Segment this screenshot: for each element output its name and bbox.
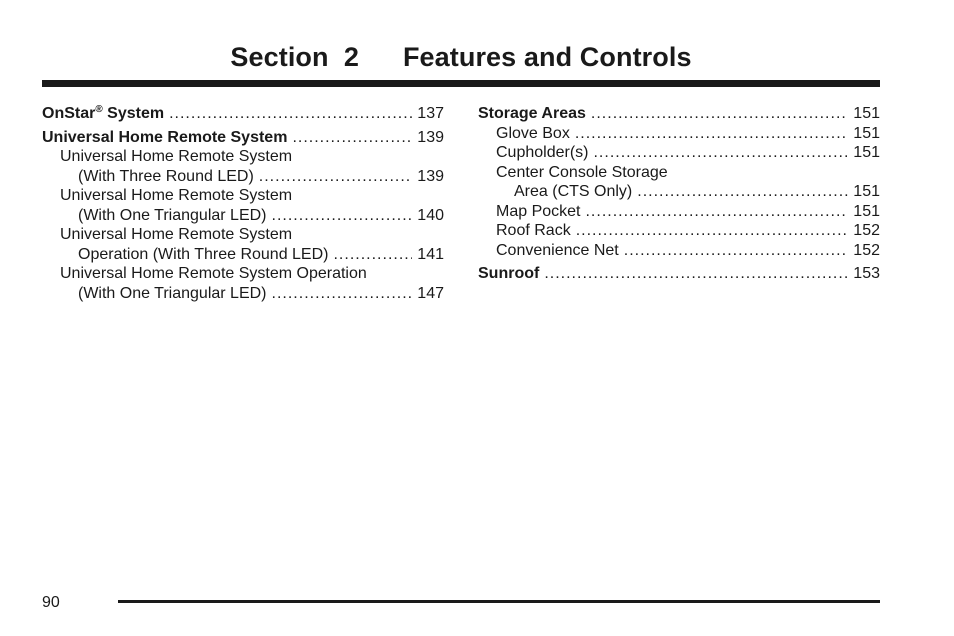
toc-entry-label: Convenience Net [496,241,619,259]
toc-entry-label: (With One Triangular LED) [78,284,267,302]
toc-page-number: 151 [853,105,880,122]
toc-entry-map-pocket[interactable] [478,202,880,222]
toc-entry-label: Glove Box [496,124,570,142]
toc-page-number: 151 [853,202,880,220]
leader-dots [272,206,413,226]
leader-dots [624,241,849,261]
leader-dots [637,182,848,202]
toc-entry-label-line: Universal Home Remote System Operation [60,265,367,282]
registered-mark: ® [95,104,103,115]
toc-page-number: 139 [417,167,444,185]
leader-dots [576,221,849,241]
section-number: Section 2 [230,42,359,72]
top-rule [42,80,880,87]
toc-entry-operation-one-triangular[interactable] [42,284,444,304]
toc-entry-center-console[interactable] [478,182,880,202]
toc-page-number: 139 [417,128,444,146]
leader-dots [593,143,848,163]
toc-entry-label: OnStar® System [42,104,165,122]
leader-dots [575,124,848,144]
toc-left-column [42,104,444,303]
toc-entry-roof-rack[interactable] [478,221,880,241]
bottom-rule [118,600,880,603]
toc-entry-label: (With Three Round LED) [78,167,254,185]
toc-entry-label-line: Universal Home Remote System [60,226,293,243]
toc-entry-one-triangular-led[interactable] [42,206,444,226]
toc-page-number: 152 [853,222,880,239]
toc-right-column [478,104,880,284]
toc-entry-label-line: Universal Home Remote System [60,148,293,165]
toc-entry-label: Cupholder(s) [496,144,589,161]
toc-entry-cupholders[interactable] [478,143,880,163]
toc-entry-label: Sunroof [478,265,540,282]
toc-entry-label: Universal Home Remote System [42,128,288,146]
toc-entry-storage-areas[interactable] [478,104,880,124]
toc-entry-glove-box[interactable] [478,124,880,144]
leader-dots [259,167,413,187]
toc-entry-label: Storage Areas [478,105,586,122]
section-title: Features and Controls [402,42,692,72]
toc-entry-label-line: Center Console Storage [496,163,668,181]
toc-entry-label: Map Pocket [496,202,581,220]
toc-page-number: 151 [853,124,880,142]
toc-page-number: 147 [417,284,444,302]
toc-entry-onstar[interactable] [42,104,444,124]
leader-dots [333,245,412,265]
toc-entry-three-round-led[interactable] [42,167,444,187]
leader-dots [591,104,848,124]
toc-entry-label: Operation (With Three Round LED) [78,245,329,263]
toc-page-number: 141 [417,245,444,263]
toc-page-number: 152 [853,241,880,259]
toc-entry-operation-three-round[interactable] [42,245,444,265]
toc-entry-label-line: Universal Home Remote System [60,187,293,204]
toc-page-number: 140 [417,206,444,224]
leader-dots [272,284,413,304]
toc-entry-label: Area (CTS Only) [514,183,633,200]
toc-page-number: 153 [853,265,880,282]
toc-page-number: 137 [417,105,444,122]
leader-dots [292,128,412,148]
page-title [42,42,880,73]
leader-dots [169,104,412,124]
leader-dots [544,264,848,284]
toc-entry-sunroof[interactable] [478,264,880,284]
leader-dots [585,202,848,222]
page-number: 90 [42,594,60,611]
toc-entry-universal-home-remote[interactable] [42,128,444,148]
toc-page-number: 151 [853,183,880,200]
toc-entry-convenience-net[interactable] [478,241,880,261]
toc-page-number: 151 [853,144,880,161]
toc-entry-label: Roof Rack [496,222,571,239]
toc-entry-label: (With One Triangular LED) [78,206,267,224]
